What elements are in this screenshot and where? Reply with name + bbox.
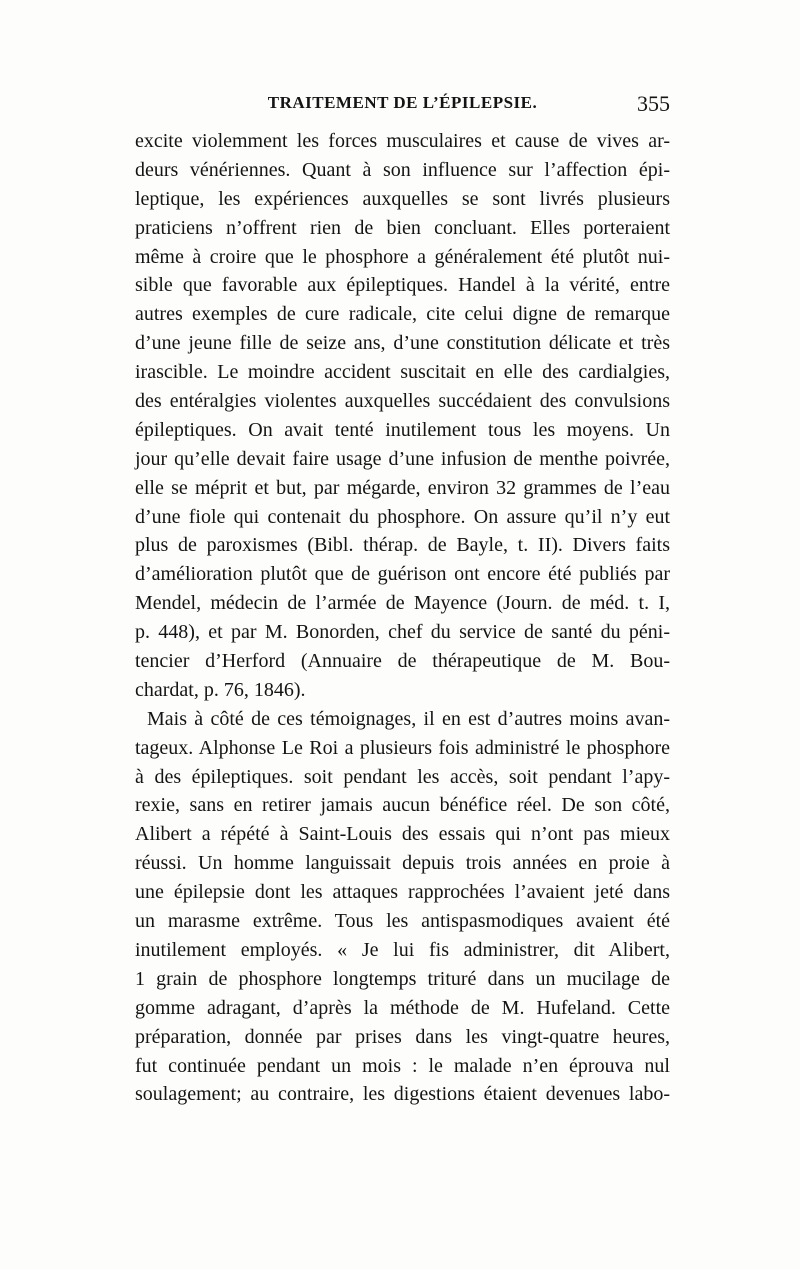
text-line: jour qu’elle devait faire usage d’une infusion de menthe poivrée, bbox=[135, 447, 670, 470]
text-line: à des épileptiques. soit pendant les accès, soit pendant l’apy- bbox=[135, 765, 670, 788]
text-line: tencier d’Herford (Annuaire de thérapeutique de M. Bou- bbox=[135, 650, 670, 673]
text-line: une épilepsie dont les attaques rapprochées l’avaient jeté dans bbox=[135, 881, 670, 904]
running-head bbox=[135, 93, 670, 119]
body-text bbox=[135, 127, 670, 1109]
text-line: deurs vénériennes. Quant à son influence sur l’affection épi- bbox=[135, 158, 670, 181]
text-line: inutilement employés. « Je lui fis administrer, dit Alibert, bbox=[135, 938, 670, 961]
text-line: chardat, p. 76, 1846). bbox=[135, 678, 306, 701]
running-title: TRAITEMENT DE L’ÉPILEPSIE. bbox=[267, 93, 538, 112]
text-line: autres exemples de cure radicale, cite celui digne de remarque bbox=[135, 303, 670, 326]
text-line: gomme adragant, d’après la méthode de M. Hufeland. Cette bbox=[135, 996, 670, 1019]
text-line: un marasme extrême. Tous les antispasmodiques avaient été bbox=[135, 910, 670, 933]
text-line: réussi. Un homme languissait depuis trois années en proie à bbox=[135, 852, 670, 875]
text-line: d’une jeune fille de seize ans, d’une constitution délicate et très bbox=[135, 332, 670, 355]
text-line: praticiens n’offrent rien de bien concluant. Elles porteraient bbox=[135, 216, 670, 239]
text-line: d’une fiole qui contenait du phosphore. On assure qu’il n’y eut bbox=[135, 505, 670, 528]
text-line: leptique, les expériences auxquelles se sont livrés plusieurs bbox=[135, 187, 670, 210]
text-line: excite violemment les forces musculaires et cause de vives ar- bbox=[135, 130, 670, 152]
text-line: rexie, sans en retirer jamais aucun bénéfice réel. De son côté, bbox=[135, 794, 670, 817]
text-line: soulagement; au contraire, les digestions étaient devenues labo- bbox=[135, 1083, 670, 1106]
text-line: elle se méprit et but, par mégarde, environ 32 grammes de l’eau bbox=[135, 476, 670, 499]
text-line: sible que favorable aux épileptiques. Handel à la vérité, entre bbox=[135, 274, 670, 297]
text-line: Alibert a répété à Saint-Louis des essais qui n’ont pas mieux bbox=[135, 823, 670, 846]
text-line: fut continuée pendant un mois : le malade n’en éprouva nul bbox=[135, 1054, 670, 1077]
text-line: Mais à côté de ces témoignages, il en est d’autres moins avan- bbox=[147, 707, 670, 730]
text-line: des entéralgies violentes auxquelles succédaient des convulsions bbox=[135, 390, 670, 413]
text-line: Mendel, médecin de l’armée de Mayence (Journ. de méd. t. I, bbox=[135, 592, 670, 615]
text-line: plus de paroxismes (Bibl. thérap. de Bayle, t. II). Divers faits bbox=[135, 534, 670, 557]
text-line: 1 grain de phosphore longtemps trituré dans un mucilage de bbox=[135, 967, 670, 990]
page-number: 355 bbox=[637, 91, 670, 116]
text-line: p. 448), et par M. Bonorden, chef du service de santé du péni- bbox=[135, 621, 670, 644]
text-line: d’amélioration plutôt que de guérison ont encore été publiés par bbox=[135, 563, 670, 586]
text-line: tageux. Alphonse Le Roi a plusieurs fois administré le phosphore bbox=[135, 736, 670, 759]
text-line: irascible. Le moindre accident suscitait en elle des cardialgies, bbox=[135, 361, 670, 384]
text-line: même à croire que le phosphore a généralement été plutôt nui- bbox=[135, 245, 670, 268]
text-line: préparation, donnée par prises dans les vingt-quatre heures, bbox=[135, 1025, 670, 1048]
text-line: épileptiques. On avait tenté inutilement tous les moyens. Un bbox=[135, 418, 670, 441]
